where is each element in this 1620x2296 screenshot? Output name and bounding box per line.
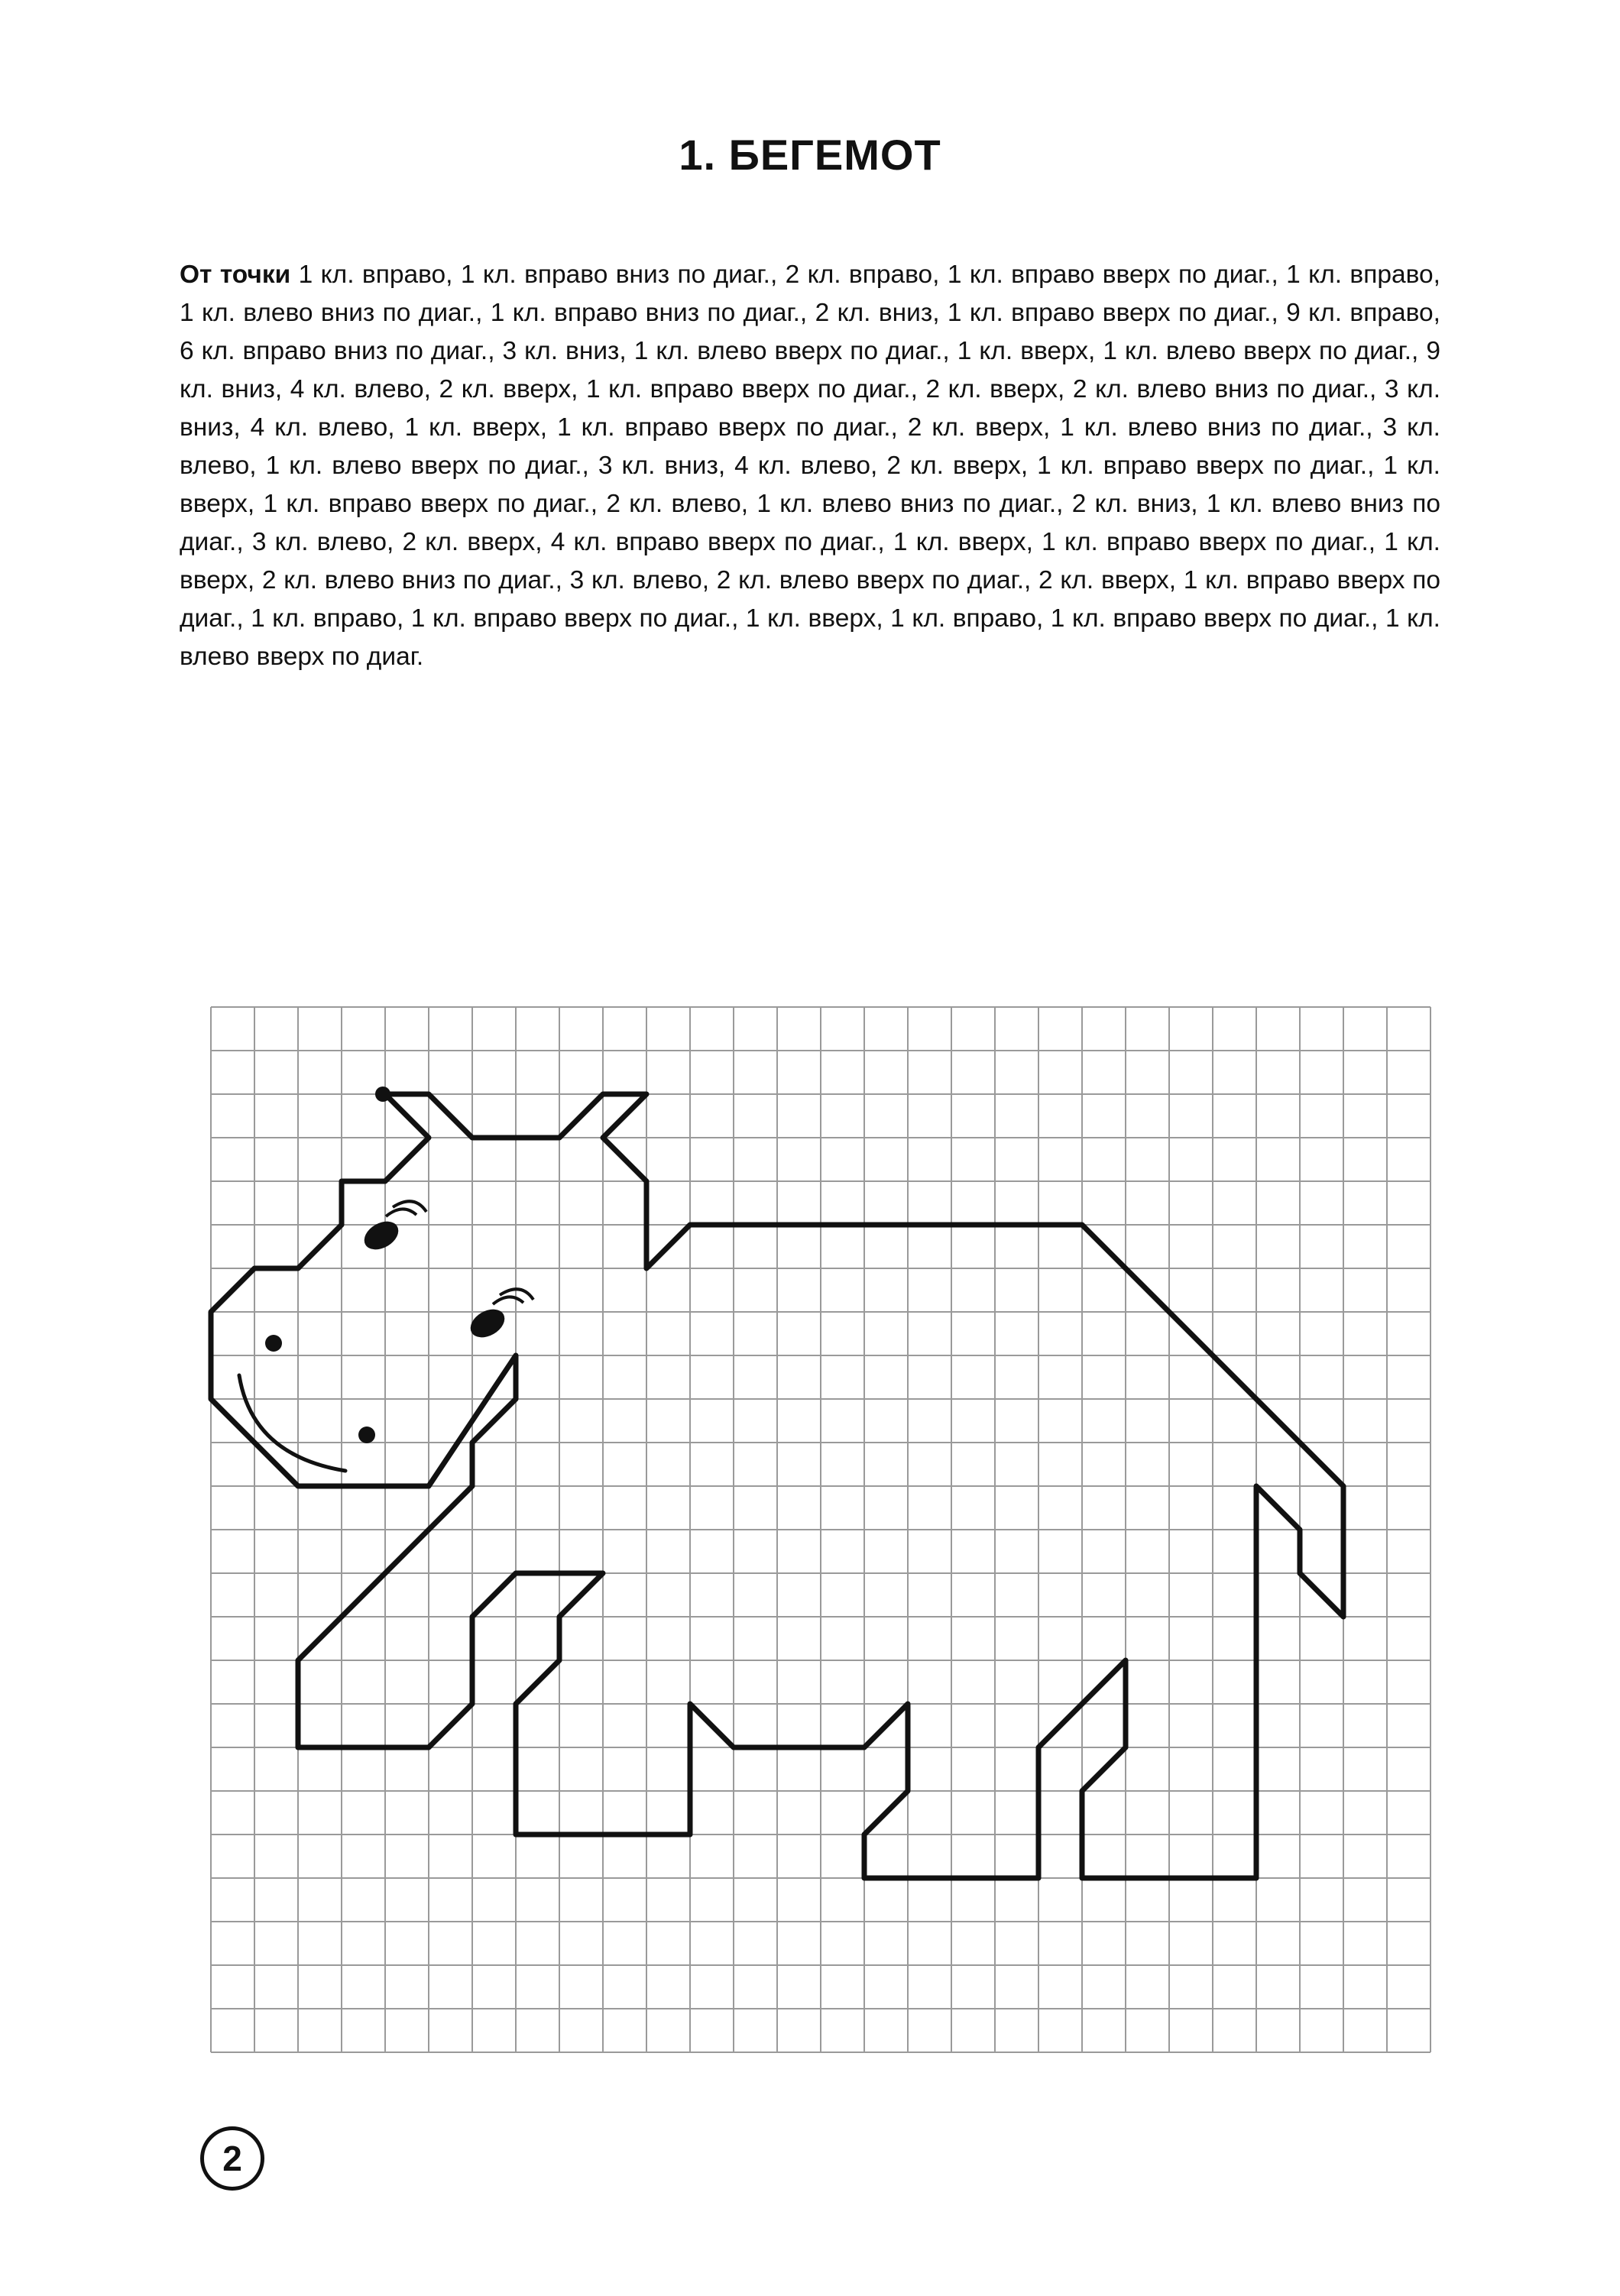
hippo-nostril-upper: [265, 1335, 282, 1352]
page-number: 2: [200, 2126, 264, 2191]
grid-lines: [211, 1007, 1430, 2052]
instructions-lead: От точки: [180, 261, 291, 289]
hippo-eye-right: [465, 1289, 533, 1343]
instructions-body: 1 кл. вправо, 1 кл. вправо вниз по диаг., 2 кл. вправо, 1 кл. вправо вверх по диаг., 1 кл. вправо, 1 кл. влево вниз по диаг., 1 кл. вправо вниз по диаг., 2 кл. вниз, 1 кл. вправо вверх по диаг., 9 кл. вправо, 6 кл. вправо вниз по диаг., 3 кл. вниз, 1 кл. влево вверх по диаг., 1 кл. вверх, 1 кл. влево вверх по диаг., 9 кл. вниз, 4 кл. влево, 2 кл. вверх, 1 кл. вправо вверх по диаг., 2 кл. вверх, 2 кл. влево вниз по диаг., 3 кл. вниз, 4 кл. влево, 1 кл. вверх, 1 кл. вправо вверх по диаг., 2 кл. вверх, 1 кл. влево вниз по диаг., 3 кл. влево, 1 кл. влево вверх по диаг., 3 кл. вниз, 4 кл. влево, 2 кл. вверх, 1 кл. вправо вверх по диаг., 1 кл. вверх, 1 кл. вправо вверх по диаг., 2 кл. влево, 1 кл. влево вниз по диаг., 2 кл. вниз, 1 кл. влево вниз по диаг., 3 кл. влево, 2 кл. вверх, 4 кл. вправо вверх по диаг., 1 кл. вверх, 1 кл. вправо вверх по диаг., 1 кл. вверх, 2 кл. влево вниз по диаг., 3 кл. влево, 2 кл. влево вверх по диаг., 2 кл. вверх, 1 кл. вправо вверх по диаг., 1 кл. вправо, 1 кл. вправо вверх по диаг., 1 кл. вверх, 1 кл. вправо, 1 кл. вправо вверх по диаг., 1 кл. влево вверх по диаг.: [180, 261, 1440, 671]
start-dot: [375, 1086, 390, 1102]
page-title: 1. БЕГЕМОТ: [679, 131, 941, 179]
hippo-nostril-lower: [358, 1426, 375, 1443]
hippo-eye-left: [359, 1201, 426, 1255]
